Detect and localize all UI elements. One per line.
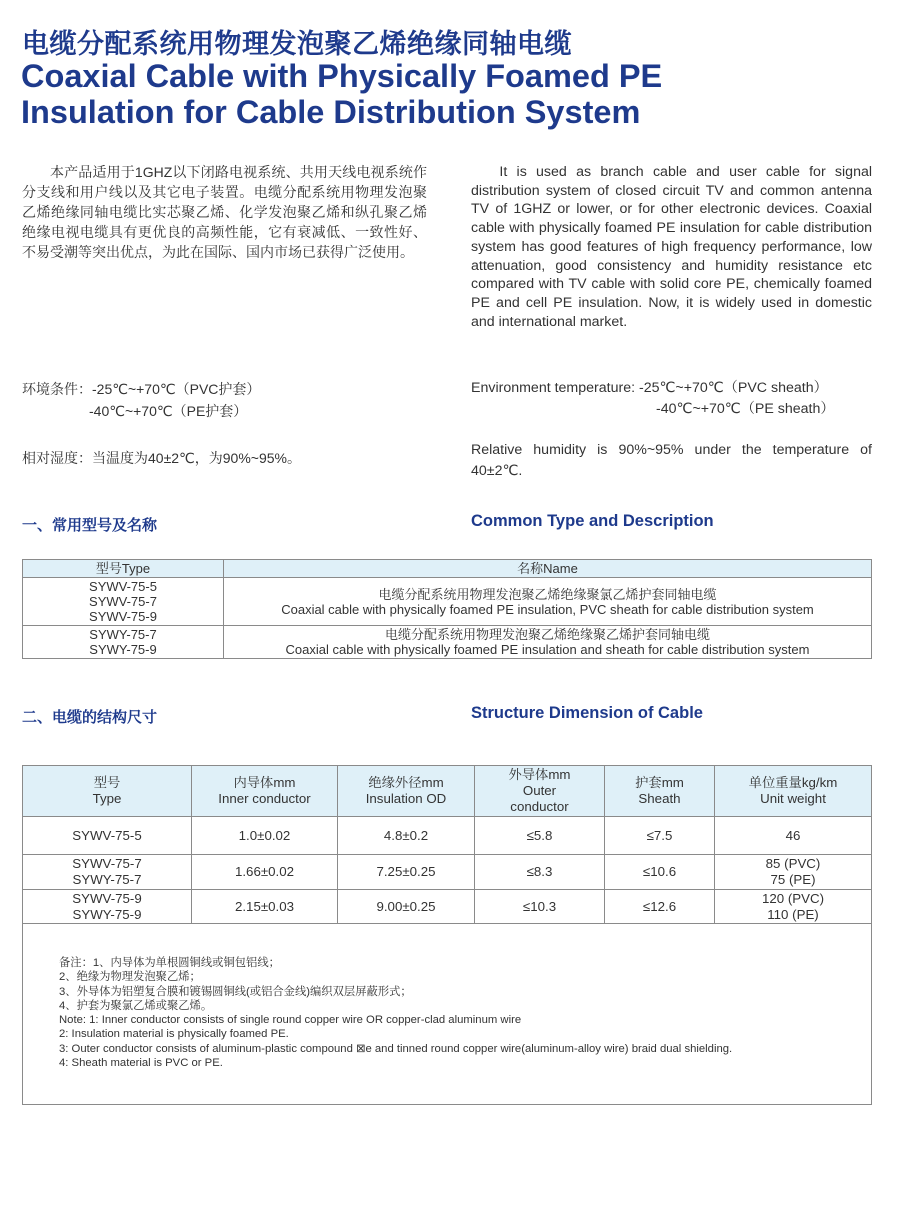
- type-cell: [23, 626, 224, 659]
- name-cn: 电缆分配系统用物理发泡聚乙烯绝缘聚氯乙烯护套同轴电缆: [378, 586, 717, 602]
- section-heading-structure-cn: 二、电缆的结构尺寸: [22, 709, 158, 726]
- inner-cell: 1.66±0.02: [192, 855, 338, 890]
- page-title-chinese: 电缆分配系统用物理发泡聚乙烯绝缘同轴电缆: [22, 29, 572, 59]
- type-value: SYWY-75-7: [89, 627, 157, 642]
- sheath-cell: ≤12.6: [605, 890, 715, 924]
- header-sheath: [605, 766, 715, 817]
- inner-cell: 1.0±0.02: [192, 817, 338, 855]
- weight-value: 46: [785, 827, 801, 843]
- type-value: SYWV-75-7: [89, 594, 157, 609]
- humidity-english: Relative humidity is 90%~95% under the temperature of 40±2℃.: [471, 442, 872, 479]
- type-cell: [23, 855, 192, 890]
- header-cn: 单位重量kg/km: [748, 775, 838, 790]
- note-line: 备注：1、内导体为单根圆铜线或铜包铝线；: [59, 957, 280, 969]
- environment-pe-en: -40℃~+70℃（PE sheath）: [656, 401, 835, 417]
- header-type: 型号Type: [23, 560, 224, 578]
- section-heading-structure-en: Structure Dimension of Cable: [471, 704, 703, 722]
- weight-value: 85 (PVC): [765, 856, 821, 871]
- inner-cell: 2.15±0.03: [192, 890, 338, 924]
- header-en: Unit weight: [760, 791, 826, 806]
- environment-pe-cn: -40℃~+70℃（PE护套）: [89, 403, 248, 419]
- header-insulation-od: [338, 766, 475, 817]
- type-value: SYWV-75-9: [72, 890, 142, 906]
- header-en: conductor: [510, 799, 569, 814]
- weight-value: 110 (PE): [767, 906, 819, 922]
- weight-cell: [715, 890, 872, 924]
- notes-cell: [23, 924, 872, 1105]
- outer-cell: ≤5.8: [475, 817, 605, 855]
- environment-conditions-english: [471, 378, 835, 420]
- note-line: 3: Outer conductor consists of aluminum-plastic compound ⊠e and tinned round copper wire(aluminum-alloy wire) braid dual shielding.: [59, 1042, 733, 1055]
- structure-dimension-table: [22, 765, 872, 1105]
- header-cn: 内导体mm: [233, 775, 296, 790]
- name-en: Coaxial cable with physically foamed PE insulation and sheath for cable distribution system: [285, 642, 810, 657]
- section-heading-types-en: Common Type and Description: [471, 512, 714, 530]
- type-value: SYWV-75-9: [89, 609, 157, 624]
- intro-paragraph-chinese: 本产品适用于1GHZ以下闭路电视系统、共用天线电视系统作分支线和用户线以及其它电子装置。电缆分配系统用物理发泡聚乙烯绝缘同轴电缆比实芯聚乙烯、化学发泡聚乙烯和纵孔聚乙烯绝缘电视电缆具有更优良的高频性能，它有衰减低、一致性好、不易受潮等突出优点，为此在国际、国内市场已获得广泛使用。: [22, 164, 427, 260]
- table-header-row: [23, 560, 872, 578]
- note-line: 2: Insulation material is physically foamed PE.: [59, 1028, 289, 1041]
- header-name: 名称Name: [224, 560, 872, 578]
- page-title-english-line2: Insulation for Cable Distribution System: [21, 94, 641, 130]
- table-row: [23, 890, 872, 924]
- type-value: SYWY-75-7: [72, 872, 142, 887]
- type-value: SYWV-75-5: [89, 579, 157, 594]
- header-en: Type: [92, 791, 122, 806]
- outer-cell: ≤10.3: [475, 890, 605, 924]
- notes-row: [23, 924, 872, 1105]
- weight-value: 75 (PE): [770, 872, 816, 887]
- header-cn: 护套mm: [635, 775, 684, 790]
- intro-paragraph-english: It is used as branch cable and user cable for signal distribution system of closed circuit TV and common antenna TV of 1GHZ or lower, or for other electronic devices. Coaxial cable with physically foamed PE insulation for cable distribution system has good features of high frequency performance, low attenuation, good consistency and humidity resistance etc compared with TV cable with solid core PE, chemically foamed PE and cell PE insulation. Now, it is widely used in domestic and international market.: [471, 164, 872, 330]
- name-cell: [224, 626, 872, 659]
- note-line: 3、外导体为铝塑复合膜和镀锡圆铜线(或铝合金线)编织双层屏蔽形式；: [59, 985, 412, 998]
- environment-pvc-en: Environment temperature: -25℃~+70℃（PVC sheath）: [471, 380, 828, 396]
- environment-conditions-chinese: [22, 378, 260, 422]
- type-cell: [23, 578, 224, 626]
- header-unit-weight: [715, 766, 872, 817]
- outer-cell: ≤8.3: [475, 855, 605, 890]
- header-en: Inner conductor: [218, 791, 311, 806]
- environment-pvc-cn: 环境条件：-25℃~+70℃（PVC护套）: [22, 381, 261, 397]
- note-line: 4、护套为聚氯乙烯或聚乙烯。: [59, 999, 213, 1012]
- od-cell: 4.8±0.2: [338, 817, 475, 855]
- table-row: [23, 817, 872, 855]
- header-en: Outer: [522, 783, 557, 798]
- section-heading-types-cn: 一、常用型号及名称: [22, 517, 158, 534]
- table-row: [23, 855, 872, 890]
- sheath-cell: ≤10.6: [605, 855, 715, 890]
- header-cn: 绝缘外径mm: [368, 775, 444, 790]
- note-line: 4: Sheath material is PVC or PE.: [59, 1057, 223, 1070]
- page-title-english-line1: Coaxial Cable with Physically Foamed PE: [21, 58, 663, 94]
- od-cell: 7.25±0.25: [338, 855, 475, 890]
- table-row: [23, 626, 872, 659]
- header-en: Insulation OD: [365, 791, 447, 806]
- type-value: SYWV-75-5: [72, 827, 142, 843]
- header-cn: 型号: [93, 775, 121, 790]
- sheath-cell: ≤7.5: [605, 817, 715, 855]
- type-value: SYWV-75-7: [72, 856, 142, 871]
- table-header-row: [23, 766, 872, 817]
- name-en: Coaxial cable with physically foamed PE insulation, PVC sheath for cable distribution system: [281, 601, 814, 617]
- note-line: 2、绝缘为物理发泡聚乙烯；: [59, 971, 201, 984]
- type-cell: [23, 890, 192, 924]
- od-cell: 9.00±0.25: [338, 890, 475, 924]
- note-line: Note: 1: Inner conductor consists of single round copper wire OR copper-clad aluminum wire: [59, 1014, 522, 1027]
- name-cn: 电缆分配系统用物理发泡聚乙烯绝缘聚乙烯护套同轴电缆: [384, 627, 710, 642]
- name-cell: [224, 578, 872, 626]
- weight-cell: [715, 855, 872, 890]
- weight-value: 120 (PVC): [761, 890, 825, 906]
- type-name-table: [22, 559, 872, 659]
- table-row: [23, 578, 872, 626]
- type-value: SYWY-75-9: [89, 642, 157, 657]
- header-outer-conductor: [475, 766, 605, 817]
- humidity-chinese: 相对湿度：当温度为40±2℃，为90%~95%。: [22, 450, 301, 466]
- header-type: [23, 766, 192, 817]
- weight-cell: [715, 817, 872, 855]
- type-value: SYWY-75-9: [72, 906, 142, 922]
- header-en: Sheath: [638, 791, 681, 806]
- header-inner-conductor: [192, 766, 338, 817]
- header-cn: 外导体mm: [508, 767, 571, 782]
- type-cell: [23, 817, 192, 855]
